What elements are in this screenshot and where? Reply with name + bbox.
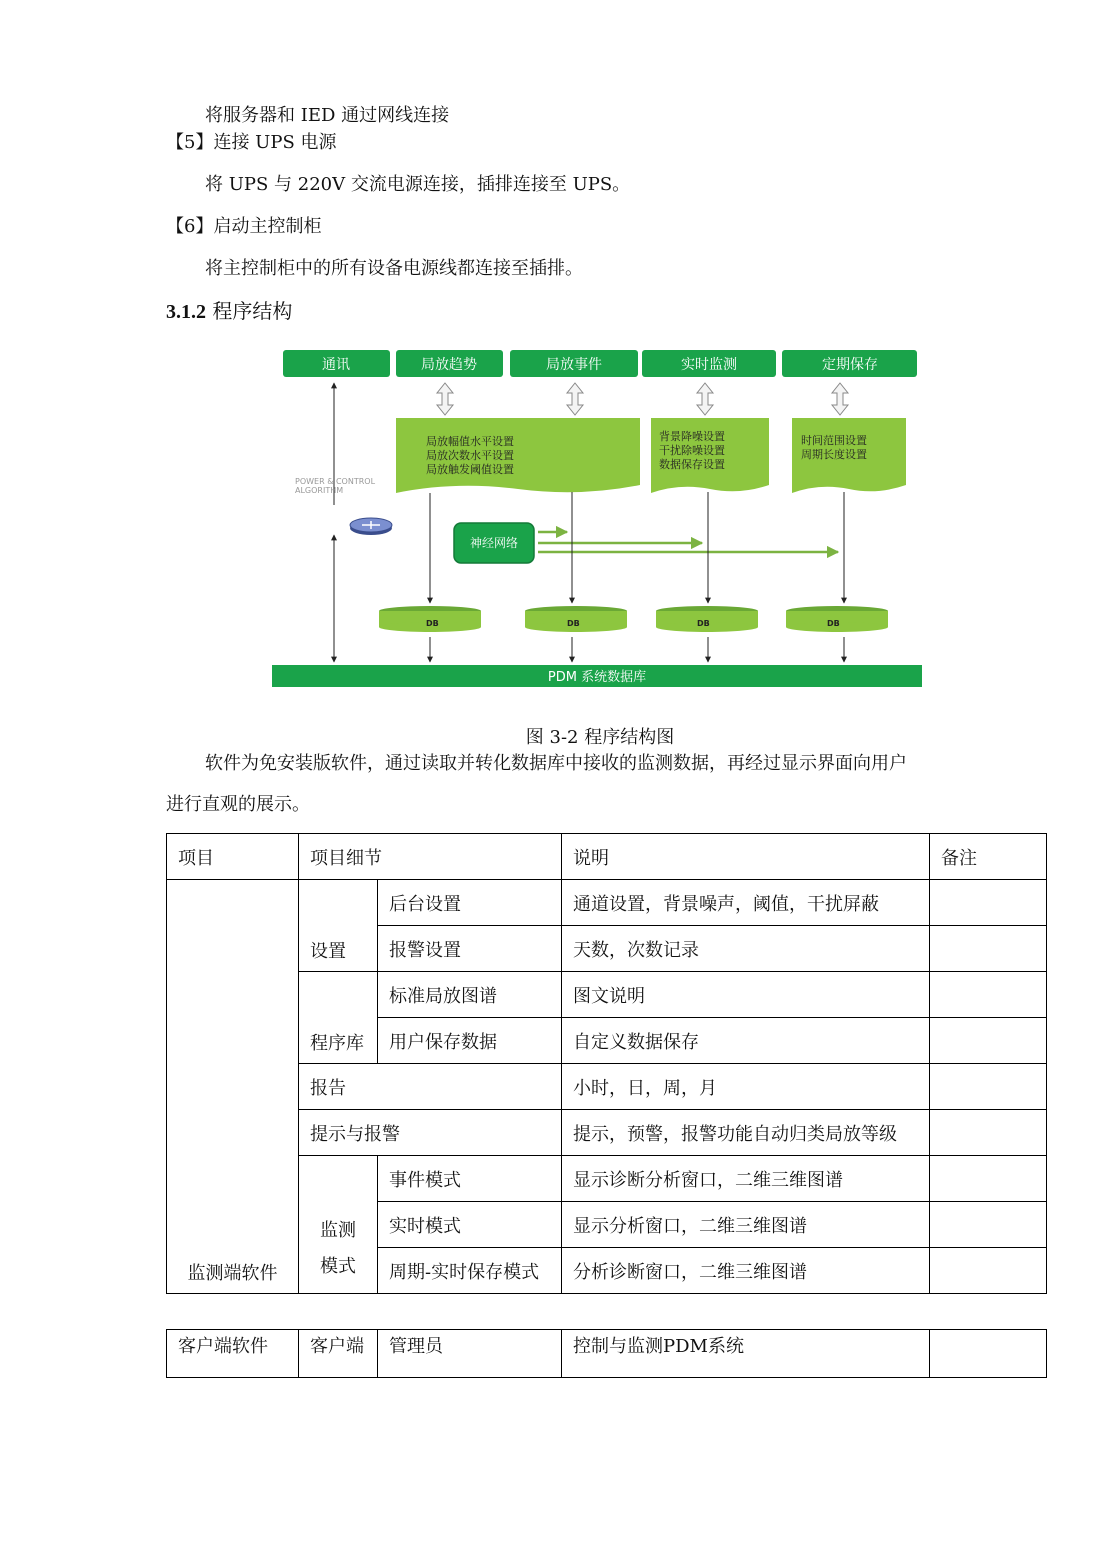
svg-text:周期长度设置: 周期长度设置 [801,448,867,461]
db-cylinder-1 [379,606,481,632]
svg-text:PDM 系统数据库: PDM 系统数据库 [547,670,647,685]
top-box-pd-event [510,350,638,377]
pdm-database-bar [272,665,922,687]
svg-text:DB: DB [567,619,580,628]
svg-text:局放触发阈值设置: 局放触发阈值设置 [426,463,514,476]
db-cylinder-2 [525,606,627,632]
cell-remark [930,1330,1047,1378]
cell-detail: 用户保存数据 [378,1018,562,1064]
svg-text:通讯: 通讯 [322,357,350,373]
header-remarks: 备注 [930,834,1047,880]
software-items-table [166,833,1047,1294]
cell-client: 客户端 [299,1330,378,1378]
paragraph-main-cabinet: 将主控制柜中的所有设备电源线都连接至插排。 [205,258,583,279]
double-arrow-icon [437,383,453,415]
table-row [167,1110,1047,1156]
table-row [167,1064,1047,1110]
header-description: 说明 [562,834,930,880]
cell-desc: 天数，次数记录 [562,926,930,972]
db-cylinder-3 [656,606,758,632]
cell-detail: 实时模式 [378,1202,562,1248]
table-row [167,972,1047,1018]
cell-detail: 报告 [299,1064,562,1110]
cell-remark [930,880,1047,926]
svg-text:干扰除噪设置: 干扰除噪设置 [659,444,725,457]
svg-text:背景降噪设置: 背景降噪设置 [659,430,725,443]
table-row [167,1156,1047,1202]
svg-text:局放次数水平设置: 局放次数水平设置 [426,449,514,462]
svg-text:局放幅值水平设置: 局放幅值水平设置 [426,435,514,448]
db-cylinder-4 [786,606,888,632]
svg-text:定期保存: 定期保存 [822,357,878,373]
header-detail: 项目细节 [299,834,562,880]
cell-desc: 自定义数据保存 [562,1018,930,1064]
cell-detail: 后台设置 [378,880,562,926]
monitor-mode-label-2: 模式 [320,1256,356,1277]
cell-detail: 报警设置 [378,926,562,972]
router-icon [350,518,392,535]
cell-detail: 提示与报警 [299,1110,562,1156]
doc-shape-pd-settings [396,418,640,493]
double-arrow-icon [697,383,713,415]
svg-text:DB: DB [827,619,840,628]
cell-remark [930,1248,1047,1294]
cell-remark [930,1018,1047,1064]
monitor-mode-label-1: 监测 [320,1220,356,1241]
cell-remark [930,926,1047,972]
cell-control-monitor: 控制与监测PDM系统 [562,1330,930,1378]
svg-text:局放事件: 局放事件 [546,357,602,373]
cell-desc: 图文说明 [562,972,930,1018]
doc-shape-periodic-settings [792,418,906,493]
svg-text:局放趋势: 局放趋势 [421,357,477,373]
program-structure-diagram [270,345,925,690]
top-box-pd-trend [396,350,503,377]
step-5-title: 【5】连接 UPS 电源 [166,132,337,153]
cell-remark [930,1064,1047,1110]
neural-network-arrows [538,532,838,552]
header-item: 项目 [167,834,299,880]
svg-text:数据保存设置: 数据保存设置 [659,458,725,471]
top-box-periodic-save [782,350,917,377]
cell-client-software: 客户端软件 [167,1330,299,1378]
cell-remark [930,1110,1047,1156]
cell-admin: 管理员 [378,1330,562,1378]
cell-remark [930,972,1047,1018]
group-monitor-mode [299,1156,378,1294]
group-settings: 设置 [299,880,378,972]
paragraph-ups: 将 UPS 与 220V 交流电源连接，插排连接至 UPS。 [205,174,631,195]
top-box-comm [283,350,390,377]
db-to-bar-arrows [430,637,844,662]
cell-desc: 小时，日，周，月 [562,1064,930,1110]
body-paragraph-line1: 软件为免安装版软件，通过读取并转化数据库中接收的监测数据，再经过显示界面向用户 [205,753,907,774]
section-number: 3.1.2 [166,301,206,323]
paragraph-server-ied: 将服务器和 IED 通过网线连接 [205,105,450,126]
svg-text:实时监测: 实时监测 [681,357,737,373]
cell-desc: 显示诊断分析窗口，二维三维图谱 [562,1156,930,1202]
power-label-1: POWER & CONTROL [295,477,376,486]
body-paragraph-line2: 进行直观的展示。 [166,794,310,815]
double-arrow-icon [832,383,848,415]
cell-remark [930,1202,1047,1248]
double-arrow-icons [437,383,848,415]
group-library: 程序库 [299,972,378,1064]
cell-detail: 周期-实时保存模式 [378,1248,562,1294]
cell-desc: 通道设置，背景噪声，阈值，干扰屏蔽 [562,880,930,926]
top-box-realtime [642,350,776,377]
table-row [167,1330,1047,1378]
cell-detail: 标准局放图谱 [378,972,562,1018]
cell-desc: 分析诊断窗口，二维三维图谱 [562,1248,930,1294]
power-label-2: ALGORITHM [295,486,344,495]
cell-detail: 事件模式 [378,1156,562,1202]
neural-network-box [454,523,534,563]
section-heading [166,298,292,325]
svg-text:DB: DB [426,619,439,628]
table-row [167,880,1047,926]
svg-text:神经网络: 神经网络 [469,536,519,550]
table-header-row [167,834,1047,880]
cell-desc: 显示分析窗口，二维三维图谱 [562,1202,930,1248]
figure-caption: 图 3-2 程序结构图 [525,727,675,748]
step-6-title: 【6】启动主控制柜 [166,216,322,237]
double-arrow-icon [567,383,583,415]
svg-text:时间范围设置: 时间范围设置 [801,434,867,447]
cell-remark [930,1156,1047,1202]
section-title: 程序结构 [212,299,293,323]
doc-shape-realtime-settings [651,418,769,493]
group-monitor-software: 监测端软件 [167,880,299,1294]
svg-text:DB: DB [697,619,710,628]
client-software-table [166,1329,1047,1378]
cell-desc: 提示，预警，报警功能自动归类局放等级 [562,1110,930,1156]
